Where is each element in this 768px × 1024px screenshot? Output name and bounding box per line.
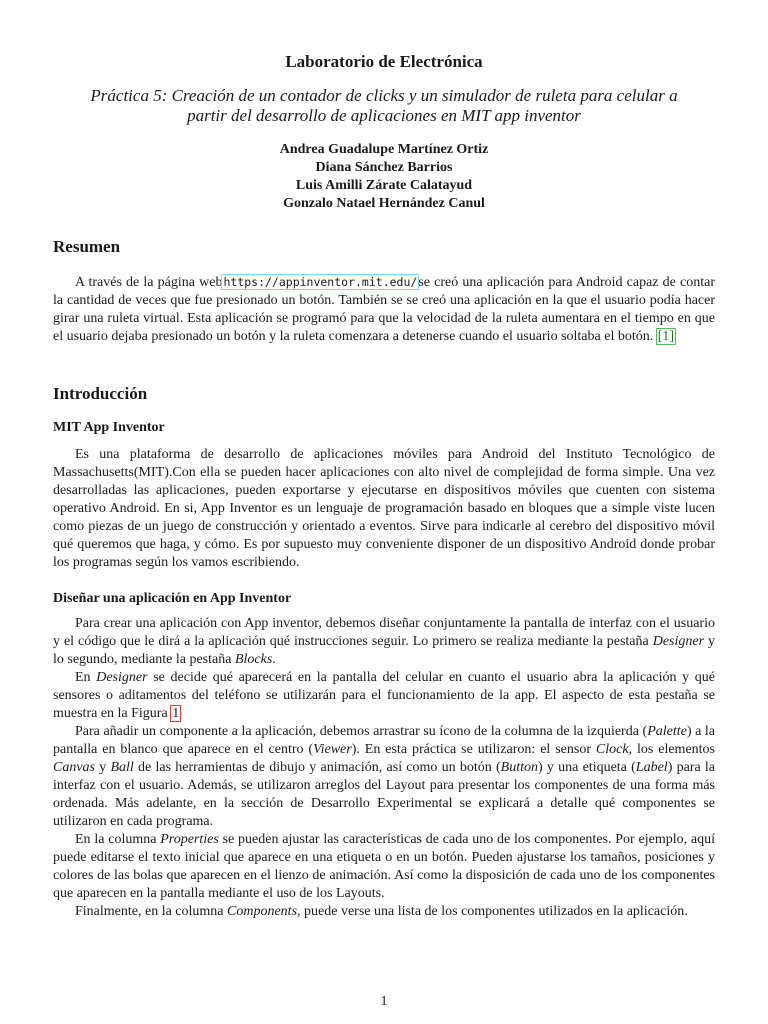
term-blocks: Blocks	[234, 652, 273, 667]
paragraph: Para crear una aplicación con App inventor, debemos diseñar conjuntamente la pantalla de interfaz con el usuario y el código que le dirá a la aplicación qué instrucciones seguir. Lo primero se realiza mediante la pestaña Designer y lo segundo, mediante la pestaña Blocks.	[53, 616, 715, 667]
abstract-paragraph	[53, 273, 715, 346]
paragraph: Para añadir un componente a la aplicación, debemos arrastrar su ícono de la columna de la izquierda (Palette) a la pantalla en blanco que aparece en el centro (Viewer). En esta práctica se utilizaron: el sensor Clock, los elementos Canvas y Ball de las herramientas de dibujo y animación, así como un botón (Button) y una etiqueta (Label) para la interfaz con el usuario. Además, se utilizaron arreglos del Layout para presentar los componentes de una forma más ordenada. Más adelante, en la sección de Desarrollo Experimental se explicará a detalle qué componentes se utilizaron en cada programa.	[53, 724, 716, 829]
paragraph: En Designer se decide qué aparecerá en la pantalla del celular en cuanto el usuario abra la aplicación y qué sensores o aditamentos del teléfono se utilizarán para el funcionamiento de la app. El aspecto de esta pestaña se muestra en la Figura 1	[53, 670, 715, 721]
term-button: Button	[500, 760, 539, 775]
term-designer: Designer	[96, 670, 148, 685]
term-properties: Properties	[160, 832, 219, 847]
term-ball: Ball	[110, 760, 134, 775]
term-viewer: Viewer	[313, 742, 352, 757]
appinventor-link[interactable]: https://appinventor.mit.edu/	[223, 275, 418, 289]
author-name: Luis Amilli Zárate Calatayud	[295, 178, 473, 193]
term-palette: Palette	[647, 724, 687, 739]
intro-paragraph	[53, 446, 715, 572]
document-subtitle	[53, 86, 715, 126]
term-canvas: Canvas	[53, 760, 95, 775]
page-number: 1	[380, 994, 388, 1009]
subsection-heading-mit-app-inventor: MIT App Inventor	[53, 420, 165, 435]
abstract-text: A través de la página web	[75, 275, 223, 290]
design-section-body	[53, 615, 715, 921]
figure-reference-link[interactable]: 1	[172, 706, 180, 721]
paragraph: Finalmente, en la columna Components, puede verse una lista de los componentes utilizados en la aplicación.	[75, 904, 688, 919]
subtitle-line: partir del desarrollo de aplicaciones en MIT app inventor	[187, 106, 581, 125]
paragraph: En la columna Properties se pueden ajustar las características de cada uno de los componentes. Por ejemplo, aquí puede editarse el texto inicial que aparece en una etiqueta o en un botón. Pueden ajustarse los tamaños, posiciones y colores de las bolas que aparecen en el lienzo de animación. Así como la disposición de cada uno de los componentes que aparecen en la pantalla mediante el uso de los Layouts.	[53, 832, 715, 901]
citation-link[interactable]: [1]	[657, 329, 675, 344]
term-clock: Clock	[595, 742, 629, 757]
author-name: Gonzalo Natael Hernández Canul	[283, 196, 485, 211]
author-name: Andrea Guadalupe Martínez Ortiz	[279, 142, 489, 157]
author-list	[53, 141, 715, 213]
subsection-heading-disenar: Diseñar una aplicación en App Inventor	[53, 591, 292, 606]
term-label: Label	[635, 760, 668, 775]
abstract-text: se creó una aplicación para Android capaz de contar la cantidad de veces que fue presionado un botón. También se se creó una aplicación en la que el usuario podía hacer girar una ruleta virtual. Esta aplicación se programó para que la velocidad de la ruleta aumentara en el tiempo en que el usuario dejaba presionado un botón y la ruleta comenzara a detenerse cuando el usuario soltaba el botón.	[53, 275, 715, 344]
term-components: Components	[227, 904, 298, 919]
section-heading-introduccion: Introducción	[53, 384, 148, 403]
section-heading-resumen: Resumen	[53, 237, 121, 256]
author-name: Diana Sánchez Barrios	[315, 160, 453, 175]
term-designer: Designer	[652, 634, 705, 649]
document-title: Laboratorio de Electrónica	[285, 52, 483, 71]
subtitle-line: Práctica 5: Creación de un contador de clicks y un simulador de ruleta para celular a	[90, 86, 678, 105]
paragraph-text: Es una plataforma de desarrollo de aplicaciones móviles para Android del Instituto Tecnológico de Massachusetts(MIT).Con ella se pueden hacer aplicaciones con alto nivel de complejidad de forma simple. Una vez desarrolladas las aplicaciones, pueden exportarse y ejecutarse en dispositivos móviles que cuenten con sistema operativo Android. En si, App Inventor es un lenguaje de programación basado en bloques que a simple viste lucen como piezas de un juego de construcción y orientado a eventos. Sirve para indicarle al cerebro del dispositivo móvil qué queremos que haga, y cómo. Es por supuesto muy conveniente disponer de un dispositivo Android donde probar los programas según los vamos escribiendo.	[53, 447, 715, 570]
